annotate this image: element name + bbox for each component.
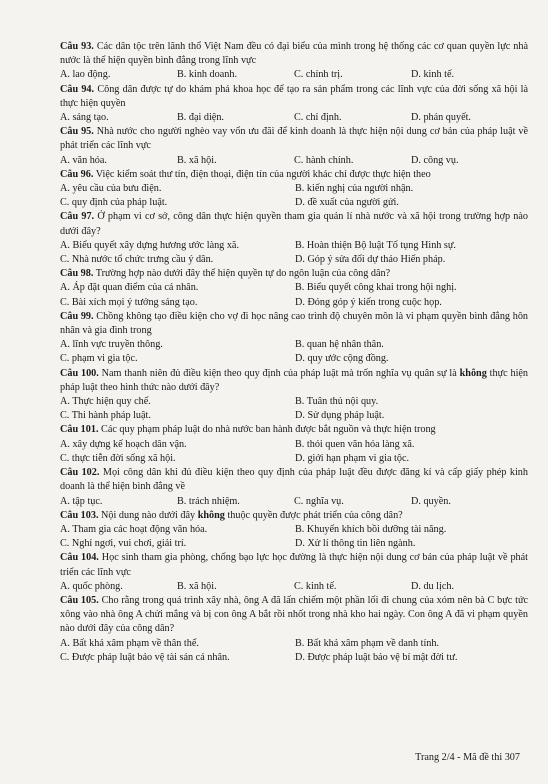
question-text: Mọi công dân khi đủ điều kiện theo quy định của pháp luật đều được đăng kí và cấp giấy phép kinh doanh là thể hiện bình đẳng về — [60, 467, 528, 493]
answer-option: D. Được pháp luật bảo vệ bí mật đời tư. — [295, 651, 458, 663]
answer-option: B. Bất khả xâm phạm về danh tính. — [295, 637, 440, 649]
answer-option: B. kinh doanh. — [177, 69, 237, 81]
question-text: Cho rằng trong quá trình xây nhà, ông A đã lấn chiếm một phần lối đi chung của xóm nên bà C bực tức xông vào nhà ông A chửi mắng và bị con ông A bắt rồi nhốt trong nhà kho hai ngày. Con ông A đã vi phạm quyền nào dưới đây của công dân? — [60, 594, 529, 635]
answer-option: C. Được pháp luật bảo vệ tài sản cá nhân. — [60, 651, 230, 663]
question-number: Câu 93. — [60, 41, 94, 52]
options-row — [60, 409, 528, 423]
options-row — [60, 154, 528, 168]
answer-option: B. Biểu quyết công khai trong hội nghị. — [295, 282, 457, 294]
question-number: Câu 96. — [60, 168, 94, 180]
answer-option: C. Nghỉ ngơi, vui chơi, giải trí. — [60, 538, 187, 550]
options-row — [60, 523, 528, 537]
answer-option: C. kinh tế. — [294, 580, 337, 592]
question-block — [60, 125, 528, 168]
options-row — [60, 352, 528, 366]
answer-option: A. Thực hiện quy chế. — [60, 396, 151, 408]
options-row — [60, 111, 528, 125]
question-number: Câu 94. — [60, 83, 95, 95]
question-stem — [60, 466, 528, 494]
answer-option: A. sáng tạo. — [60, 112, 109, 124]
options-row — [60, 651, 528, 665]
question-text: Việc kiểm soát thư tín, điện thoại, điện tín của người khác chỉ được thực hiện theo — [95, 168, 431, 180]
answer-option: B. thói quen văn hóa làng xã. — [295, 438, 415, 450]
question-block — [60, 210, 528, 267]
answer-option: B. Tuân thủ nội quy. — [295, 396, 379, 408]
answer-option: B. Hoàn thiện Bộ luật Tố tụng Hình sự. — [295, 239, 456, 251]
question-stem — [60, 423, 528, 437]
question-block — [60, 83, 528, 126]
question-block — [60, 423, 528, 466]
options-row — [60, 68, 528, 82]
options-row — [60, 637, 528, 651]
answer-option: B. đại diện. — [177, 112, 224, 124]
answer-option: B. xã hội. — [177, 154, 217, 166]
answer-option: C. Nhà nước tổ chức trưng cầu ý dân. — [60, 254, 214, 266]
question-stem — [60, 267, 528, 281]
answer-option: D. đề xuất của người gửi. — [295, 197, 399, 209]
options-row — [60, 438, 528, 452]
answer-option: B. kiến nghị của người nhận. — [295, 183, 414, 195]
options-row — [60, 196, 528, 210]
question-block — [60, 551, 528, 594]
question-text: thuộc quyền được phát triển của công dân? — [227, 509, 403, 521]
answer-option: A. Bất khả xâm phạm về thân thể. — [60, 637, 199, 649]
question-stem — [60, 125, 528, 153]
options-row — [60, 239, 528, 253]
question-number: Câu 104. — [60, 552, 99, 564]
answer-option: A. Biểu quyết xây dựng hương ước làng xã. — [60, 239, 239, 251]
question-block — [60, 509, 528, 552]
question-number: Câu 105. — [60, 594, 99, 606]
answer-option: C. Thi hành pháp luật. — [60, 410, 151, 422]
answer-option: A. lao động. — [60, 69, 111, 81]
answer-option: C. phạm vi gia tộc. — [60, 353, 138, 365]
question-number: Câu 95. — [60, 126, 94, 138]
answer-option: D. Góp ý sửa đổi dự thảo Hiến pháp. — [295, 254, 446, 266]
answer-option: D. kinh tế. — [411, 69, 455, 81]
question-block — [60, 40, 528, 83]
answer-option: A. Tham gia các hoạt động văn hóa. — [60, 523, 208, 535]
answer-option: A. lĩnh vực truyền thông. — [60, 339, 163, 351]
question-stem — [60, 40, 528, 68]
question-emphasis: không — [459, 367, 487, 379]
question-stem — [60, 594, 528, 637]
question-text: Nam thanh niên đủ điều kiện theo quy định của pháp luật mà trốn nghĩa vụ quân sự là — [101, 367, 457, 379]
options-row — [60, 580, 528, 594]
question-number: Câu 101. — [60, 424, 99, 436]
question-stem — [60, 551, 528, 579]
answer-option: D. Sử dụng pháp luật. — [295, 410, 385, 422]
question-text: Các quy phạm pháp luật do nhà nước ban hành được bắt nguồn và thực hiện trong — [101, 424, 436, 436]
answer-option: B. trách nhiệm. — [177, 495, 240, 507]
question-stem — [60, 168, 528, 182]
question-number: Câu 103. — [60, 509, 99, 521]
options-row — [60, 452, 528, 466]
question-number: Câu 100. — [60, 367, 99, 379]
answer-option: D. du lịch. — [411, 580, 455, 592]
question-number: Câu 97. — [60, 211, 95, 223]
options-row — [60, 182, 528, 196]
question-stem — [60, 83, 528, 111]
question-text: Chồng không tạo điều kiện cho vợ đi học nâng cao trình độ chuyên môn là vi phạm quyền bình đẳng hôn nhân và gia đình trong — [60, 310, 529, 337]
question-text: thực hiện pháp luật theo hình thức nào dưới đây? — [60, 367, 529, 393]
options-row — [60, 537, 528, 551]
question-block — [60, 267, 528, 310]
answer-option: C. nghĩa vụ. — [294, 495, 344, 507]
question-block — [60, 466, 528, 509]
answer-option: D. giới hạn phạm vi gia tộc. — [295, 452, 410, 464]
answer-option: D. quy ước cộng đồng. — [295, 353, 389, 365]
question-list — [60, 40, 528, 665]
question-block — [60, 310, 528, 367]
question-stem — [60, 210, 528, 238]
answer-option: C. Bài xích mọi ý tưởng sáng tạo. — [60, 296, 198, 308]
answer-option: A. quốc phòng. — [60, 580, 123, 592]
question-text: Các dân tộc trên lãnh thổ Việt Nam đều có đại biểu của mình trong hệ thống các cơ quan quyền lực nhà nước là thể hiện quyền bình đẳng trong lĩnh vực — [60, 41, 529, 67]
question-block — [60, 168, 528, 211]
answer-option: B. quan hệ nhân thân. — [295, 339, 384, 351]
answer-option: A. Áp đặt quan điểm của cá nhân. — [60, 282, 199, 294]
answer-option: C. quy định của pháp luật. — [60, 197, 168, 209]
answer-option: D. quyền. — [411, 495, 451, 507]
question-number: Câu 102. — [60, 467, 100, 479]
question-text: Công dân được tự do khám phá khoa học để tạo ra sản phẩm trong các lĩnh vực của đời sống xã hội là thực hiện quyền — [60, 83, 528, 109]
answer-option: B. Khuyến khích bồi dưỡng tài năng. — [295, 523, 447, 535]
options-row — [60, 495, 528, 509]
options-row — [60, 296, 528, 310]
question-stem — [60, 310, 528, 338]
question-text: Nhà nước cho người nghèo vay vốn ưu đãi để kinh doanh là thực hiện nội dung cơ bản của pháp luật về phát triển các lĩnh vực — [60, 126, 528, 152]
answer-option: D. công vụ. — [411, 154, 459, 166]
answer-option: C. thực tiễn đời sống xã hội. — [60, 452, 176, 464]
answer-option: C. chỉ định. — [294, 112, 342, 124]
answer-option: D. phán quyết. — [411, 112, 471, 124]
page-footer: Trang 2/4 - Mã đề thi 307 — [415, 752, 520, 763]
question-block — [60, 594, 528, 665]
answer-option: D. Đóng góp ý kiến trong cuộc họp. — [295, 296, 442, 308]
options-row — [60, 281, 528, 295]
question-number: Câu 98. — [60, 268, 94, 280]
question-emphasis: không — [197, 509, 225, 521]
question-text: Trường hợp nào dưới đây thể hiện quyền tự do ngôn luận của công dân? — [95, 268, 391, 280]
answer-option: A. tập tục. — [60, 495, 103, 507]
question-stem — [60, 367, 528, 395]
question-text: Nội dung nào dưới đây — [101, 509, 196, 521]
answer-option: C. hành chính. — [294, 154, 354, 166]
options-row — [60, 253, 528, 267]
question-block — [60, 367, 528, 424]
options-row — [60, 338, 528, 352]
answer-option: A. xây dựng kế hoạch dân vận. — [60, 438, 187, 450]
answer-option: B. xã hội. — [177, 580, 217, 592]
question-text: Học sinh tham gia phòng, chống bạo lực học đường là thực hiện nội dung cơ bản của pháp luật về phát triển các lĩnh vực — [60, 552, 528, 578]
options-row — [60, 395, 528, 409]
answer-option: D. Xử lí thông tin liên ngành. — [295, 538, 416, 550]
answer-option: A. yêu cầu của bưu điện. — [60, 183, 162, 195]
question-stem — [60, 509, 528, 523]
question-text: Ở phạm vi cơ sở, công dân thực hiện quyền tham gia quản lí nhà nước và xã hội trong trường hợp nào dưới đây? — [60, 211, 528, 237]
question-number: Câu 99. — [60, 310, 94, 322]
answer-option: A. văn hóa. — [60, 154, 107, 166]
answer-option: C. chính trị. — [294, 69, 343, 81]
